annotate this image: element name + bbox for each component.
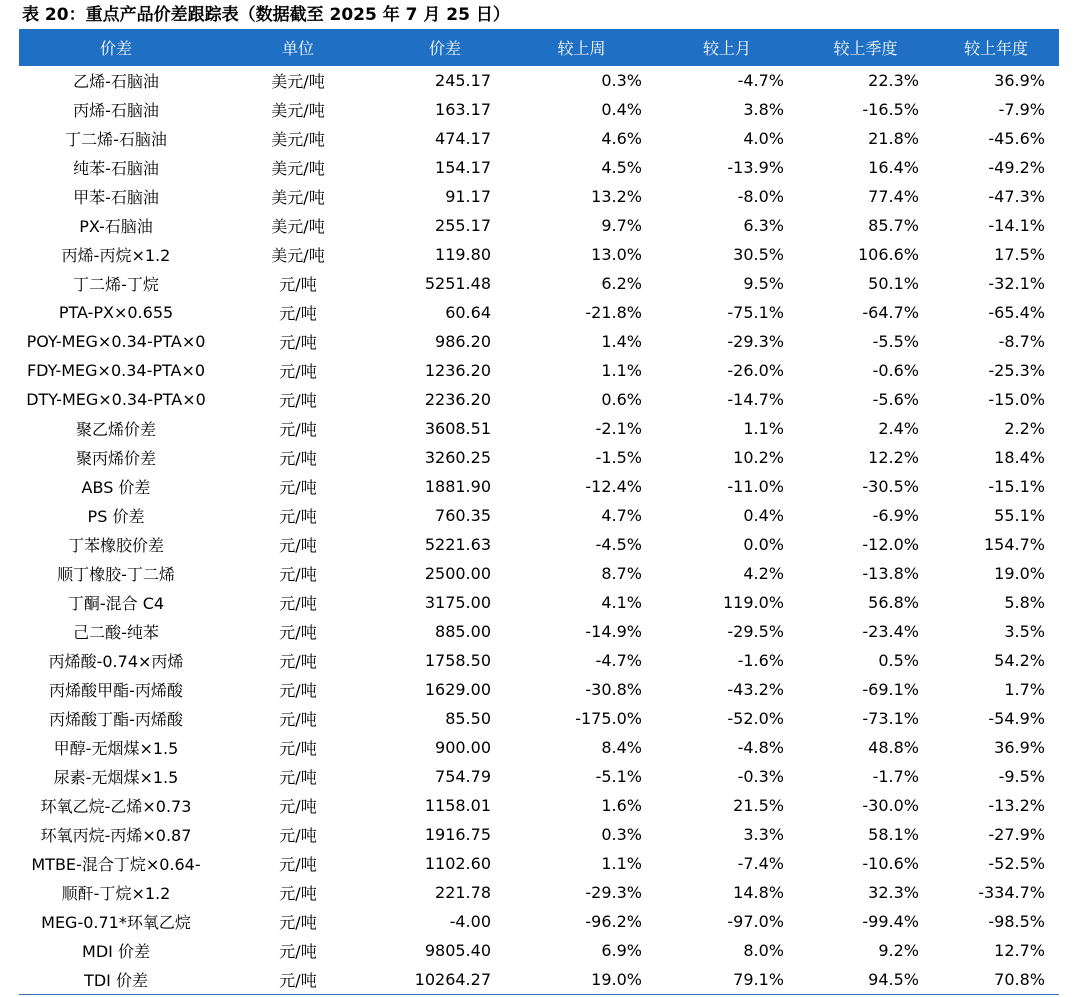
cell-week-change: 13.2% <box>591 187 642 206</box>
cell-year-change: -25.3% <box>988 361 1045 380</box>
cell-spread-value: 754.79 <box>435 767 491 786</box>
cell-spread-name: 丙烯酸丁酯-丙烯酸 <box>49 710 183 729</box>
cell-month-change: 21.5% <box>733 796 784 815</box>
table-row <box>19 356 1059 385</box>
cell-spread-name: PX-石脑油 <box>79 217 153 236</box>
cell-month-change: -29.3% <box>727 332 784 351</box>
cell-month-change: -4.8% <box>737 738 784 757</box>
cell-unit: 美元/吨 <box>271 72 325 91</box>
cell-week-change: -175.0% <box>575 709 642 728</box>
cell-month-change: 8.0% <box>743 941 784 960</box>
cell-spread-value: 91.17 <box>445 187 491 206</box>
cell-week-change: 4.6% <box>601 129 642 148</box>
cell-month-change: 10.2% <box>733 448 784 467</box>
cell-spread-name: 乙烯-石脑油 <box>73 72 159 91</box>
cell-quarter-change: -13.8% <box>862 564 919 583</box>
cell-quarter-change: -0.6% <box>872 361 919 380</box>
cell-unit: 美元/吨 <box>271 130 325 149</box>
cell-spread-value: 885.00 <box>435 622 491 641</box>
table-row <box>19 530 1059 559</box>
cell-spread-value: 9805.40 <box>424 941 491 960</box>
cell-unit: 元/吨 <box>279 884 317 903</box>
cell-spread-value: 760.35 <box>435 506 491 525</box>
cell-quarter-change: -30.0% <box>862 796 919 815</box>
cell-year-change: 17.5% <box>994 245 1045 264</box>
cell-year-change: 5.8% <box>1004 593 1045 612</box>
table-row <box>19 211 1059 240</box>
cell-month-change: -1.6% <box>737 651 784 670</box>
cell-quarter-change: 85.7% <box>868 216 919 235</box>
header-month-change: 较上月 <box>702 39 751 58</box>
table-row <box>19 501 1059 530</box>
cell-spread-name: 丁二烯-石脑油 <box>65 130 167 149</box>
cell-spread-name: MDI 价差 <box>82 942 150 961</box>
cell-unit: 元/吨 <box>279 478 317 497</box>
cell-year-change: 36.9% <box>994 71 1045 90</box>
cell-spread-name: 甲苯-石脑油 <box>73 188 159 207</box>
cell-week-change: -4.7% <box>595 651 642 670</box>
cell-year-change: -7.9% <box>998 100 1045 119</box>
cell-spread-name: 丙烯-石脑油 <box>73 101 159 120</box>
cell-unit: 美元/吨 <box>271 159 325 178</box>
cell-quarter-change: -16.5% <box>862 100 919 119</box>
cell-week-change: -5.1% <box>595 767 642 786</box>
cell-month-change: -43.2% <box>727 680 784 699</box>
cell-unit: 元/吨 <box>279 681 317 700</box>
cell-unit: 元/吨 <box>279 536 317 555</box>
cell-spread-name: 纯苯-石脑油 <box>73 159 159 178</box>
cell-year-change: 2.2% <box>1004 419 1045 438</box>
price-spread-table <box>19 29 1059 995</box>
table-row <box>19 733 1059 762</box>
cell-month-change: -0.3% <box>737 767 784 786</box>
cell-quarter-change: 48.8% <box>868 738 919 757</box>
cell-spread-value: 5221.63 <box>424 535 491 554</box>
table-row <box>19 414 1059 443</box>
cell-week-change: 19.0% <box>591 969 642 989</box>
table-row <box>19 559 1059 588</box>
cell-week-change: 0.6% <box>601 390 642 409</box>
cell-quarter-change: 2.4% <box>878 419 919 438</box>
table-row <box>19 704 1059 733</box>
cell-month-change: 1.1% <box>743 419 784 438</box>
cell-spread-value: 163.17 <box>435 100 491 119</box>
cell-quarter-change: -64.7% <box>862 303 919 322</box>
cell-spread-name: 丙烯-丙烷×1.2 <box>61 246 171 265</box>
cell-spread-name: 尿素-无烟煤×1.5 <box>53 768 179 787</box>
cell-spread-name: TDI 价差 <box>84 970 148 990</box>
cell-quarter-change: -10.6% <box>862 854 919 873</box>
cell-quarter-change: 50.1% <box>868 274 919 293</box>
cell-spread-name: 丙烯酸甲酯-丙烯酸 <box>49 681 183 700</box>
cell-quarter-change: 16.4% <box>868 158 919 177</box>
cell-month-change: -75.1% <box>727 303 784 322</box>
cell-week-change: 9.7% <box>601 216 642 235</box>
cell-spread-name: 聚乙烯价差 <box>75 420 156 439</box>
cell-month-change: -11.0% <box>727 477 784 496</box>
table-row <box>19 298 1059 327</box>
table-row <box>19 646 1059 675</box>
cell-year-change: 19.0% <box>994 564 1045 583</box>
cell-month-change: 119.0% <box>722 593 784 612</box>
cell-quarter-change: 94.5% <box>868 969 919 989</box>
cell-week-change: -96.2% <box>585 912 642 931</box>
cell-week-change: 1.4% <box>601 332 642 351</box>
cell-spread-value: 900.00 <box>435 738 491 757</box>
cell-week-change: -4.5% <box>595 535 642 554</box>
cell-spread-value: 154.17 <box>435 158 491 177</box>
cell-year-change: 54.2% <box>994 651 1045 670</box>
cell-week-change: 6.2% <box>601 274 642 293</box>
cell-unit: 元/吨 <box>279 507 317 526</box>
cell-week-change: -14.9% <box>585 622 642 641</box>
header-unit: 单位 <box>281 39 314 58</box>
cell-month-change: 0.4% <box>743 506 784 525</box>
cell-month-change: 0.0% <box>743 535 784 554</box>
cell-year-change: 18.4% <box>994 448 1045 467</box>
cell-spread-name: DTY-MEG×0.34-PTA×0 <box>26 390 206 409</box>
header-quarter-change: 较上季度 <box>833 39 898 58</box>
cell-month-change: -8.0% <box>737 187 784 206</box>
cell-spread-value: 221.78 <box>435 883 491 902</box>
cell-quarter-change: 77.4% <box>868 187 919 206</box>
cell-unit: 元/吨 <box>279 565 317 584</box>
cell-unit: 元/吨 <box>279 362 317 381</box>
cell-month-change: -13.9% <box>727 158 784 177</box>
cell-spread-value: 2500.00 <box>424 564 491 583</box>
table-row <box>19 385 1059 414</box>
cell-week-change: 4.7% <box>601 506 642 525</box>
cell-quarter-change: -73.1% <box>862 709 919 728</box>
cell-unit: 元/吨 <box>279 594 317 613</box>
cell-week-change: 0.4% <box>601 100 642 119</box>
cell-spread-name: MTBE-混合丁烷×0.64- <box>31 855 201 874</box>
cell-unit: 元/吨 <box>279 797 317 816</box>
table-row <box>19 182 1059 211</box>
cell-week-change: 0.3% <box>601 825 642 844</box>
cell-quarter-change: 12.2% <box>868 448 919 467</box>
table-row <box>19 617 1059 646</box>
cell-spread-value: 3260.25 <box>424 448 491 467</box>
cell-unit: 元/吨 <box>279 942 317 961</box>
cell-quarter-change: 9.2% <box>878 941 919 960</box>
cell-year-change: -54.9% <box>988 709 1045 728</box>
header-week-change: 较上周 <box>557 39 606 58</box>
table-row <box>19 849 1059 878</box>
cell-unit: 元/吨 <box>279 304 317 323</box>
table-row <box>19 762 1059 791</box>
table-row <box>19 327 1059 356</box>
table-row <box>19 95 1059 124</box>
cell-quarter-change: -1.7% <box>872 767 919 786</box>
cell-week-change: 1.6% <box>601 796 642 815</box>
cell-week-change: -30.8% <box>585 680 642 699</box>
cell-year-change: -27.9% <box>988 825 1045 844</box>
cell-spread-value: 119.80 <box>435 245 491 264</box>
table-row <box>19 472 1059 501</box>
cell-quarter-change: -69.1% <box>862 680 919 699</box>
cell-year-change: 3.5% <box>1004 622 1045 641</box>
cell-unit: 元/吨 <box>279 391 317 410</box>
cell-spread-value: 10264.27 <box>414 969 491 989</box>
table-row <box>19 878 1059 907</box>
cell-month-change: -26.0% <box>727 361 784 380</box>
cell-month-change: 3.8% <box>743 100 784 119</box>
cell-quarter-change: -12.0% <box>862 535 919 554</box>
table-row <box>19 240 1059 269</box>
cell-spread-name: 丁苯橡胶价差 <box>67 536 164 555</box>
cell-spread-name: 丁酮-混合 C4 <box>67 594 165 613</box>
cell-spread-value: 1158.01 <box>424 796 491 815</box>
cell-spread-name: MEG-0.71*环氧乙烷 <box>41 913 191 932</box>
cell-week-change: 8.4% <box>601 738 642 757</box>
cell-unit: 元/吨 <box>279 913 317 932</box>
cell-week-change: 13.0% <box>591 245 642 264</box>
cell-unit: 元/吨 <box>279 970 317 990</box>
cell-unit: 元/吨 <box>279 768 317 787</box>
cell-spread-value: 2236.20 <box>424 390 491 409</box>
table-header <box>19 29 1059 66</box>
cell-year-change: 12.7% <box>994 941 1045 960</box>
cell-unit: 元/吨 <box>279 275 317 294</box>
cell-week-change: -21.8% <box>585 303 642 322</box>
cell-spread-value: 1102.60 <box>424 854 491 873</box>
cell-spread-value: 1758.50 <box>424 651 491 670</box>
cell-spread-value: 1629.00 <box>424 680 491 699</box>
cell-week-change: -29.3% <box>585 883 642 902</box>
cell-week-change: 6.9% <box>601 941 642 960</box>
table-row <box>19 269 1059 298</box>
cell-year-change: -13.2% <box>988 796 1045 815</box>
cell-unit: 元/吨 <box>279 710 317 729</box>
cell-spread-name: 己二酸-纯苯 <box>73 623 159 642</box>
cell-year-change: -45.6% <box>988 129 1045 148</box>
cell-quarter-change: 21.8% <box>868 129 919 148</box>
cell-quarter-change: 32.3% <box>868 883 919 902</box>
table-row <box>19 907 1059 936</box>
cell-quarter-change: -99.4% <box>862 912 919 931</box>
cell-unit: 元/吨 <box>279 739 317 758</box>
cell-month-change: 14.8% <box>733 883 784 902</box>
table-caption: 表 20：重点产品价差跟踪表（数据截至 2025 年 7 月 25 日） <box>22 5 510 25</box>
cell-month-change: 4.0% <box>743 129 784 148</box>
cell-unit: 元/吨 <box>279 449 317 468</box>
cell-month-change: 30.5% <box>733 245 784 264</box>
table-row <box>19 965 1059 994</box>
cell-year-change: -98.5% <box>988 912 1045 931</box>
cell-spread-name: 丙烯酸-0.74×丙烯 <box>48 652 184 671</box>
cell-week-change: 1.1% <box>601 361 642 380</box>
cell-spread-value: 5251.48 <box>424 274 491 293</box>
cell-quarter-change: -5.6% <box>872 390 919 409</box>
cell-week-change: 1.1% <box>601 854 642 873</box>
cell-quarter-change: 58.1% <box>868 825 919 844</box>
cell-spread-value: 1916.75 <box>424 825 491 844</box>
cell-spread-value: 986.20 <box>435 332 491 351</box>
cell-year-change: -49.2% <box>988 158 1045 177</box>
cell-spread-name: 环氧丙烷-丙烯×0.87 <box>40 826 192 845</box>
table-row <box>19 124 1059 153</box>
cell-month-change: 4.2% <box>743 564 784 583</box>
cell-quarter-change: -6.9% <box>872 506 919 525</box>
cell-year-change: 70.8% <box>994 969 1045 989</box>
cell-year-change: -15.1% <box>988 477 1045 496</box>
cell-quarter-change: 106.6% <box>857 245 919 264</box>
cell-spread-value: 3608.51 <box>424 419 491 438</box>
cell-year-change: 154.7% <box>983 535 1045 554</box>
table-row <box>19 153 1059 182</box>
header-spread-name: 价差 <box>99 39 132 58</box>
cell-year-change: -334.7% <box>978 883 1045 902</box>
cell-quarter-change: 22.3% <box>868 71 919 90</box>
cell-unit: 美元/吨 <box>271 101 325 120</box>
cell-year-change: 55.1% <box>994 506 1045 525</box>
cell-quarter-change: 0.5% <box>878 651 919 670</box>
cell-month-change: -14.7% <box>727 390 784 409</box>
cell-quarter-change: 56.8% <box>868 593 919 612</box>
cell-quarter-change: -30.5% <box>862 477 919 496</box>
cell-unit: 元/吨 <box>279 826 317 845</box>
cell-spread-name: 丁二烯-丁烷 <box>73 275 159 294</box>
cell-year-change: -52.5% <box>988 854 1045 873</box>
cell-month-change: -52.0% <box>727 709 784 728</box>
cell-year-change: 1.7% <box>1004 680 1045 699</box>
cell-quarter-change: -23.4% <box>862 622 919 641</box>
cell-week-change: -1.5% <box>595 448 642 467</box>
cell-spread-name: POY-MEG×0.34-PTA×0 <box>26 332 206 351</box>
cell-week-change: -12.4% <box>585 477 642 496</box>
cell-spread-name: 甲醇-无烟煤×1.5 <box>53 739 179 758</box>
cell-year-change: -65.4% <box>988 303 1045 322</box>
cell-spread-name: ABS 价差 <box>81 478 151 497</box>
table-row <box>19 588 1059 617</box>
table-row <box>19 791 1059 820</box>
table-body <box>19 66 1059 994</box>
cell-spread-value: 474.17 <box>435 129 491 148</box>
header-spread-value: 价差 <box>428 39 461 58</box>
cell-unit: 美元/吨 <box>271 246 325 265</box>
cell-unit: 元/吨 <box>279 333 317 352</box>
cell-week-change: 0.3% <box>601 71 642 90</box>
cell-spread-value: 60.64 <box>445 303 491 322</box>
cell-unit: 元/吨 <box>279 623 317 642</box>
cell-year-change: -47.3% <box>988 187 1045 206</box>
cell-year-change: -8.7% <box>998 332 1045 351</box>
cell-month-change: 79.1% <box>733 969 784 989</box>
cell-month-change: 6.3% <box>743 216 784 235</box>
cell-month-change: -97.0% <box>727 912 784 931</box>
cell-spread-name: FDY-MEG×0.34-PTA×0 <box>26 361 206 380</box>
cell-spread-value: -4.00 <box>449 912 491 931</box>
cell-quarter-change: -5.5% <box>872 332 919 351</box>
cell-spread-value: 1881.90 <box>424 477 491 496</box>
cell-month-change: 9.5% <box>743 274 784 293</box>
cell-year-change: -15.0% <box>988 390 1045 409</box>
table-row <box>19 443 1059 472</box>
table-row <box>19 820 1059 849</box>
cell-unit: 元/吨 <box>279 420 317 439</box>
cell-spread-value: 85.50 <box>445 709 491 728</box>
cell-spread-name: PTA-PX×0.655 <box>58 303 174 322</box>
cell-unit: 美元/吨 <box>271 217 325 236</box>
header-row <box>19 29 1059 66</box>
cell-year-change: 36.9% <box>994 738 1045 757</box>
cell-week-change: 8.7% <box>601 564 642 583</box>
table-row <box>19 936 1059 965</box>
cell-unit: 美元/吨 <box>271 188 325 207</box>
cell-year-change: -14.1% <box>988 216 1045 235</box>
cell-week-change: 4.1% <box>601 593 642 612</box>
cell-month-change: -4.7% <box>737 71 784 90</box>
cell-month-change: -29.5% <box>727 622 784 641</box>
table-row <box>19 66 1059 95</box>
header-year-change: 较上年度 <box>963 39 1028 58</box>
cell-spread-name: PS 价差 <box>87 507 145 526</box>
cell-spread-name: 顺丁橡胶-丁二烯 <box>57 565 175 584</box>
cell-year-change: -32.1% <box>988 274 1045 293</box>
cell-spread-name: 聚丙烯价差 <box>75 449 156 468</box>
cell-spread-value: 3175.00 <box>424 593 491 612</box>
cell-unit: 元/吨 <box>279 652 317 671</box>
cell-unit: 元/吨 <box>279 855 317 874</box>
cell-spread-name: 环氧乙烷-乙烯×0.73 <box>40 797 192 816</box>
cell-spread-value: 1236.20 <box>424 361 491 380</box>
cell-month-change: 3.3% <box>743 825 784 844</box>
cell-week-change: 4.5% <box>601 158 642 177</box>
cell-spread-value: 255.17 <box>435 216 491 235</box>
cell-year-change: -9.5% <box>998 767 1045 786</box>
table-row <box>19 675 1059 704</box>
cell-spread-name: 顺酐-丁烷×1.2 <box>61 884 171 903</box>
cell-week-change: -2.1% <box>595 419 642 438</box>
cell-month-change: -7.4% <box>737 854 784 873</box>
cell-spread-value: 245.17 <box>435 71 491 90</box>
